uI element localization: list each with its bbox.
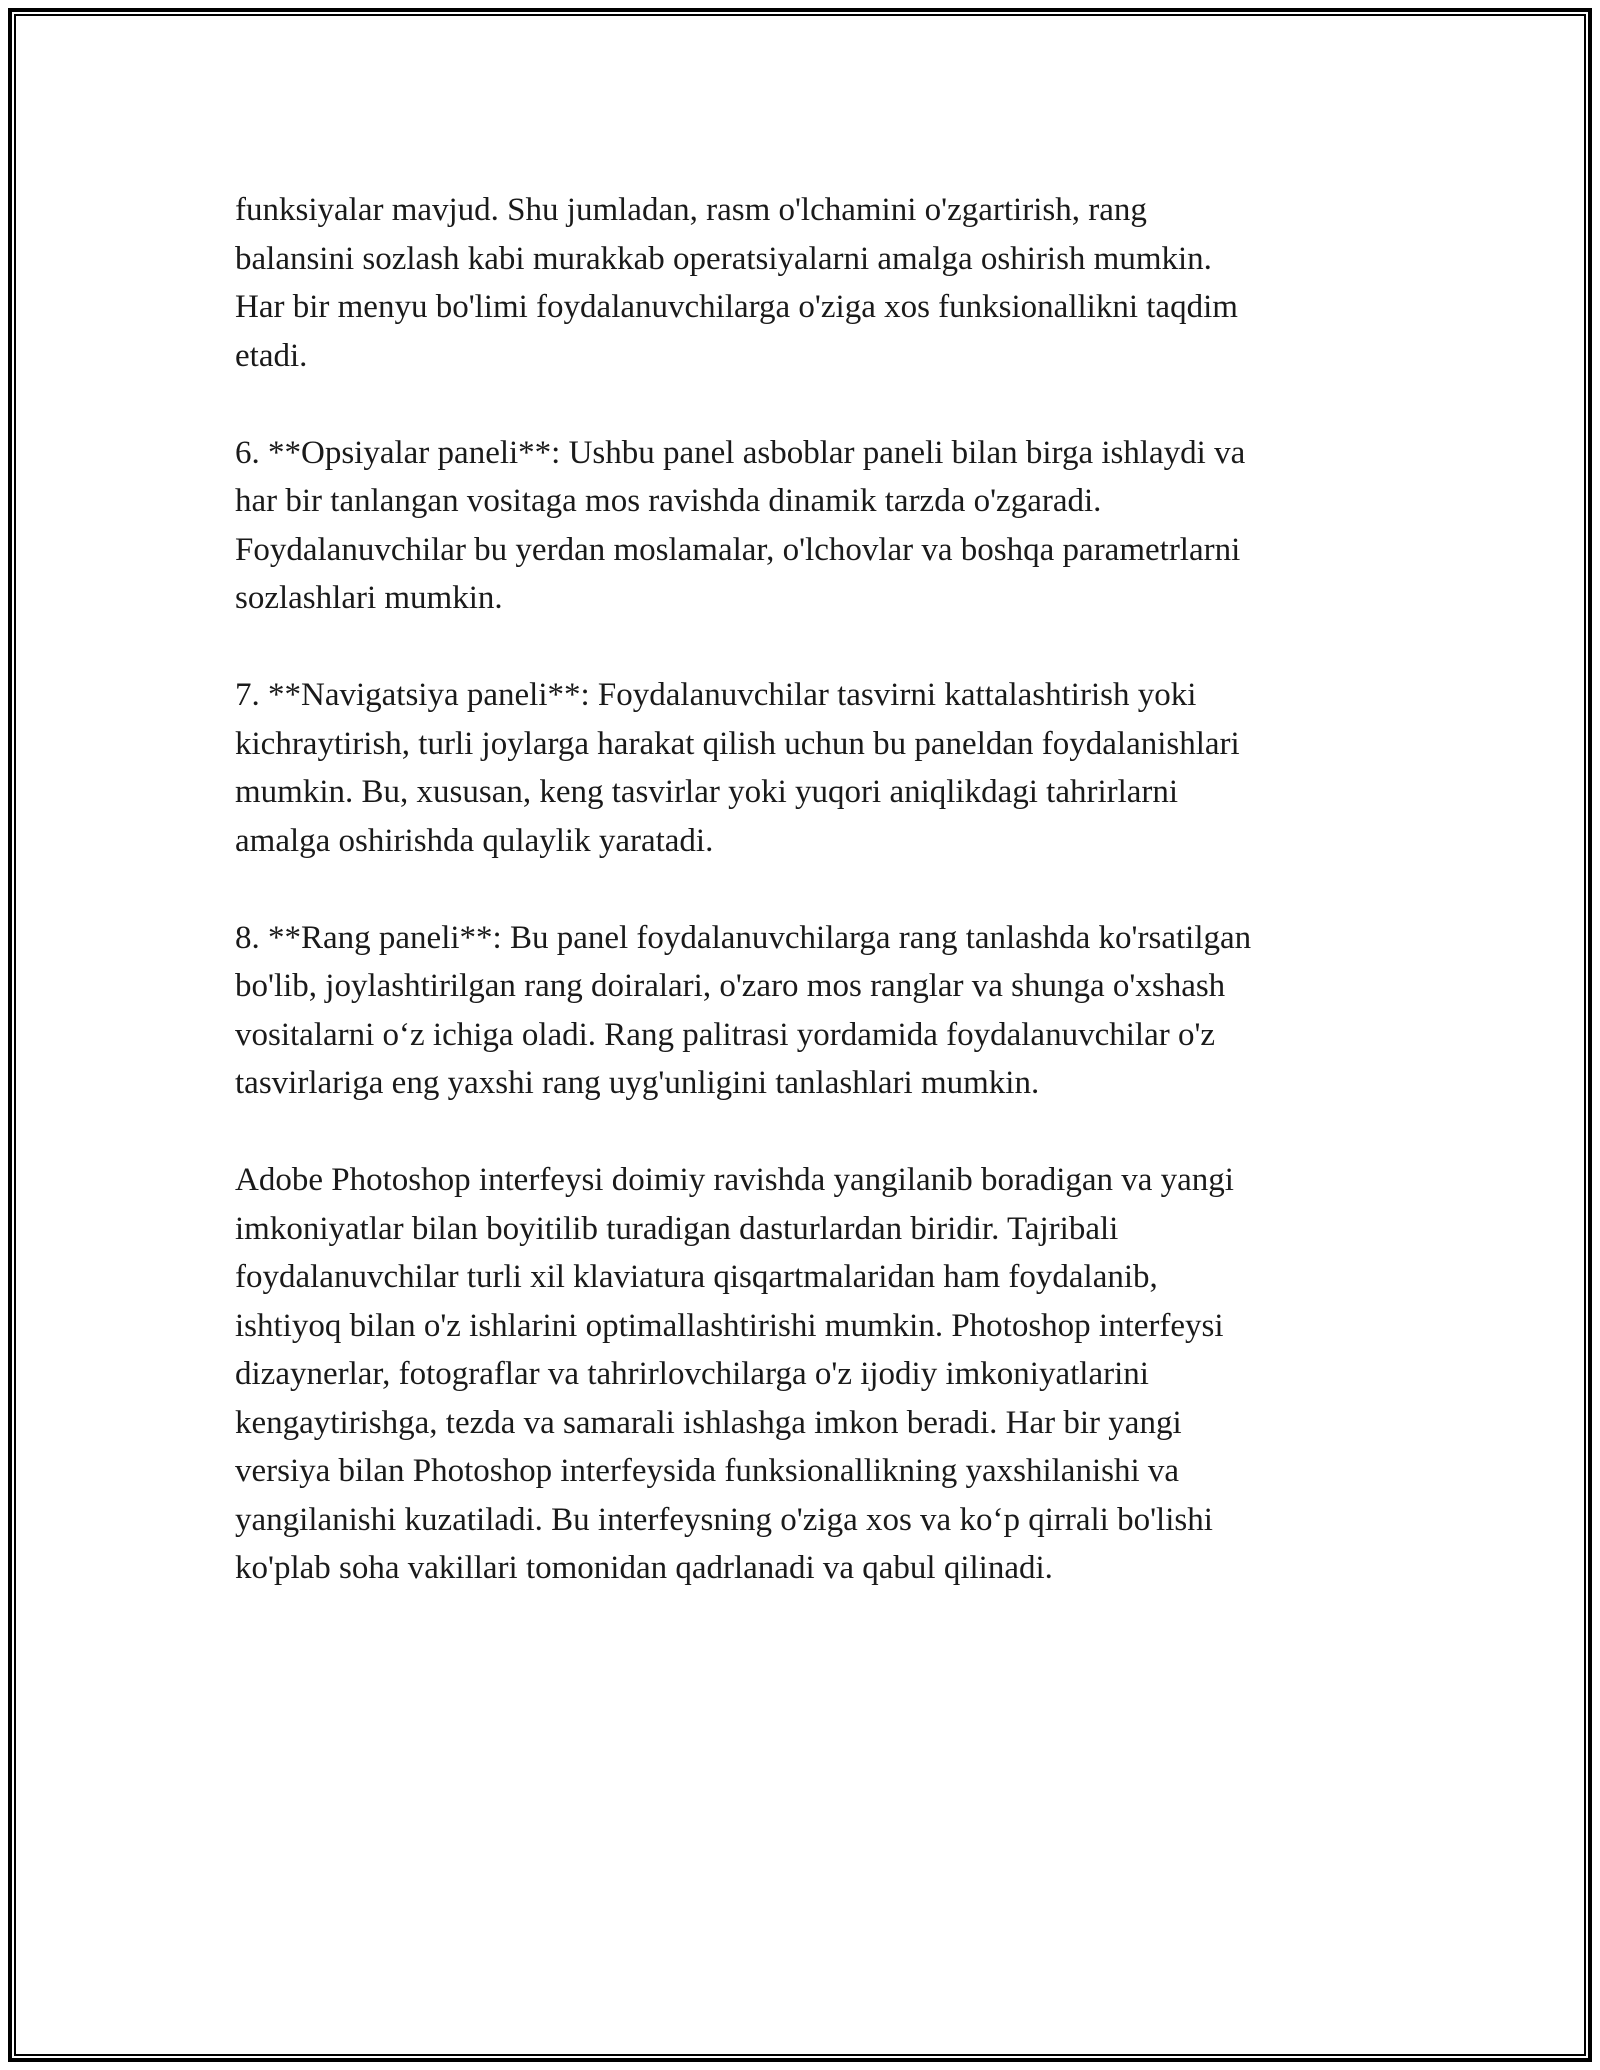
paragraph-navigation-panel: 7. **Navigatsiya paneli**: Foydalanuvchilar tasvirni kattalashtirish yoki kichraytirish, turli joylarga harakat qilish uchun bu paneldan foydalanishlari mumkin. Bu, xususan, keng tasvirlar yoki yuqori aniqlikdagi tahrirlarni amalga oshirishda qulaylik yaratadi.: [235, 677, 1240, 859]
document-body: [235, 186, 1375, 1593]
paragraph-options-panel: 6. **Opsiyalar paneli**: Ushbu panel asboblar paneli bilan birga ishlaydi va har bir tanlangan vositaga mos ravishda dinamik tarzda o'zgaradi. Foydalanuvchilar bu yerdan moslamalar, o'lchovlar va boshqa parametrlarni sozlashlari mumkin.: [235, 434, 1246, 616]
paragraph-color-panel: 8. **Rang paneli**: Bu panel foydalanuvchilarga rang tanlashda ko'rsatilgan bo'lib, joylashtirilgan rang doiralari, o'zaro mos ranglar va shunga o'xshash vositalarni o‘z ichiga oladi. Rang palitrasi yordamida foydalanuvchilar o'z tasvirlariga eng yaxshi rang uyg'unligini tanlashlari mumkin.: [235, 919, 1252, 1101]
paragraph-menu-continuation: funksiyalar mavjud. Shu jumladan, rasm o'lchamini o'zgartirish, rang balansini sozlash kabi murakkab operatsiyalarni amalga oshirish mumkin. Har bir menyu bo'limi foydalanuvchilarga o'ziga xos funksionallikni taqdim etadi.: [235, 192, 1238, 374]
paragraph-conclusion: Adobe Photoshop interfeysi doimiy ravishda yangilanib boradigan va yangi imkoniyatlar bilan boyitilib turadigan dasturlardan biridir. Tajribali foydalanuvchilar turli xil klaviatura qisqartmalaridan ham foydalanib, ishtiyoq bilan o'z ishlarini optimallashtirishi mumkin. Photoshop interfeysi dizaynerlar, fotograflar va tahrirlovchilarga o'z ijodiy imkoniyatlarini kengaytirishga, tezda va samarali ishlashga imkon beradi. Har bir yangi versiya bilan Photoshop interfeysida funksionallikning yaxshilanishi va yangilanishi kuzatiladi. Bu interfeysning o'ziga xos va ko‘p qirrali bo'lishi ko'plab soha vakillari tomonidan qadrlanadi va qabul qilinadi.: [235, 1162, 1234, 1586]
